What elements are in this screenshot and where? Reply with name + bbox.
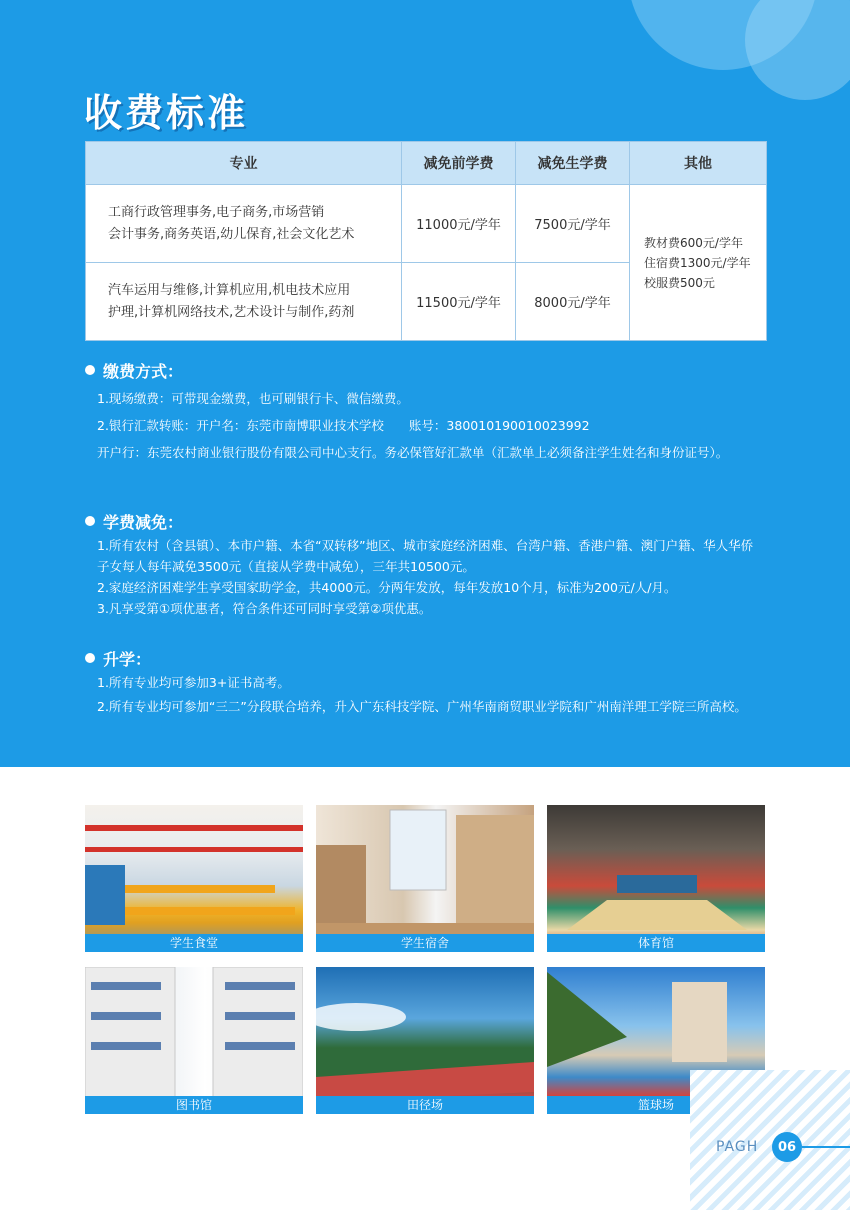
- photo-caption: 图书馆: [85, 1096, 303, 1114]
- reduction-body: 1.所有农村（含县镇）、本市户籍、本省“双转移”地区、城市家庭经济困难、台湾户籍、香港户籍、澳门户籍、华人华侨子女每人每年减免3500元（直接从学费中减免），三年共10500元。 2.家庭经济困难学生享受国家助学金，共4000元。分两年发放，每年发放10个月，标准为200元/人/月。 3.凡享受第①项优惠者，符合条件还可同时享受第②项优惠。: [97, 538, 754, 616]
- page-indicator: [716, 1133, 850, 1161]
- bullet-icon: [85, 365, 95, 375]
- header-major: 专业: [86, 142, 402, 185]
- photo-caption: 篮球场: [547, 1096, 765, 1114]
- payment-body: 1.现场缴费：可带现金缴费，也可刷银行卡、微信缴费。: [97, 391, 409, 406]
- table-header-row: [86, 142, 767, 185]
- bullet-icon: [85, 516, 95, 526]
- major-cell: 工商行政管理事务,电子商务,市场营销 会计事务,商务英语,幼儿保育,社会文化艺术: [86, 185, 402, 263]
- table-row: [86, 185, 767, 263]
- photo-caption: 学生食堂: [85, 934, 303, 952]
- photo-caption: 田径场: [316, 1096, 534, 1114]
- fee-after-cell: 7500元/学年: [516, 185, 630, 263]
- header-fee-before: 减免前学费: [402, 142, 516, 185]
- library-illustration: [85, 967, 303, 1114]
- page-number: 06: [772, 1132, 802, 1162]
- fee-after-cell: 8000元/学年: [516, 263, 630, 341]
- major-cell: 汽车运用与维修,计算机应用,机电技术应用 护理,计算机网络技术,艺术设计与制作,药剂: [86, 263, 402, 341]
- photo-caption: 学生宿舍: [316, 934, 534, 952]
- dormitory-illustration: [316, 805, 534, 952]
- section-heading: 缴费方式：: [103, 361, 184, 381]
- canteen-illustration: [85, 805, 303, 952]
- fee-before-cell: 11000元/学年: [402, 185, 516, 263]
- photo-canteen: [85, 805, 303, 952]
- photo-library: [85, 967, 303, 1114]
- photo-dormitory: [316, 805, 534, 952]
- photo-track-field: [316, 967, 534, 1114]
- further-study-body: 1.所有专业均可参加3+证书高考。 2.所有专业均可参加“三二”分段联合培养，升入广东科技学院、广州华南商贸职业学院和广州南洋理工学院三所高校。: [97, 675, 747, 714]
- reduction-section: [85, 510, 183, 532]
- page-title: 收费标准: [84, 91, 249, 135]
- photo-gymnasium: [547, 805, 765, 952]
- header-fee-after: 减免生学费: [516, 142, 630, 185]
- payment-section: [85, 359, 183, 381]
- section-heading: 学费减免：: [103, 512, 184, 532]
- decor-circle: [745, 0, 850, 100]
- track-illustration: [316, 967, 534, 1114]
- other-fees-cell: 教材费600元/学年 住宿费1300元/学年 校服费500元: [630, 185, 767, 341]
- page-label: PAGH: [716, 1139, 759, 1155]
- gym-illustration: [547, 805, 765, 952]
- fee-table: [85, 141, 767, 341]
- section-heading: 升学：: [103, 649, 152, 669]
- blue-header-area: 收费标准 专业 减免前学费 减免生学费 其他 工商行政管理事务,电子商务,市场营销 会计事务,商务英语,幼儿保育,社会文化艺术 11000元/学年 7500元/学年 教材费600元/学年 住宿费1300元/学年 校服费500元 汽车运用与维修,计算机应用,机电技术应用 护理,计算机网络技术,艺术设计与制作,药剂 11500元/学年 8000元/学年 缴费方式： 1.现场缴费：可带现金缴费，也可刷银行卡、微信缴费。 2.银行汇款转账：开户名：东莞市南博职业技术学校 账号：38001019001002399​2 开户行：东莞农村商业银行股份有限公司中心支行。务必保管好汇款单（汇款单上必须备注学生姓名和身份证号）。 学费减免： 1.所有农村（含县镇）、本市户籍、本省“双转移”地区、城市家庭经济困难、台湾户籍、香港户籍、澳门户籍、华人华侨子女每人每年减免3500元（直接从学费中减免），三年共10500元。 2.家庭经济困难学生享受国家助学金，共4000元。分两年发放，每年发放10个月，标准为200元/人/月。 3.凡享受第①项优惠者，符合条件还可同时享受第②项优惠。 升学： 1.所有专业均可参加3+证书高考。 2.所有专业均可参加“三二”分段联合培养，升入广东科技学院、广州华南商贸职业学院和广州南洋理工学院三所高校。: [0, 0, 850, 767]
- photo-caption: 体育馆: [547, 934, 765, 952]
- bullet-icon: [85, 653, 95, 663]
- header-other: 其他: [630, 142, 767, 185]
- further-study-section: [85, 647, 151, 669]
- page-line: [802, 1146, 850, 1148]
- fee-before-cell: 11500元/学年: [402, 263, 516, 341]
